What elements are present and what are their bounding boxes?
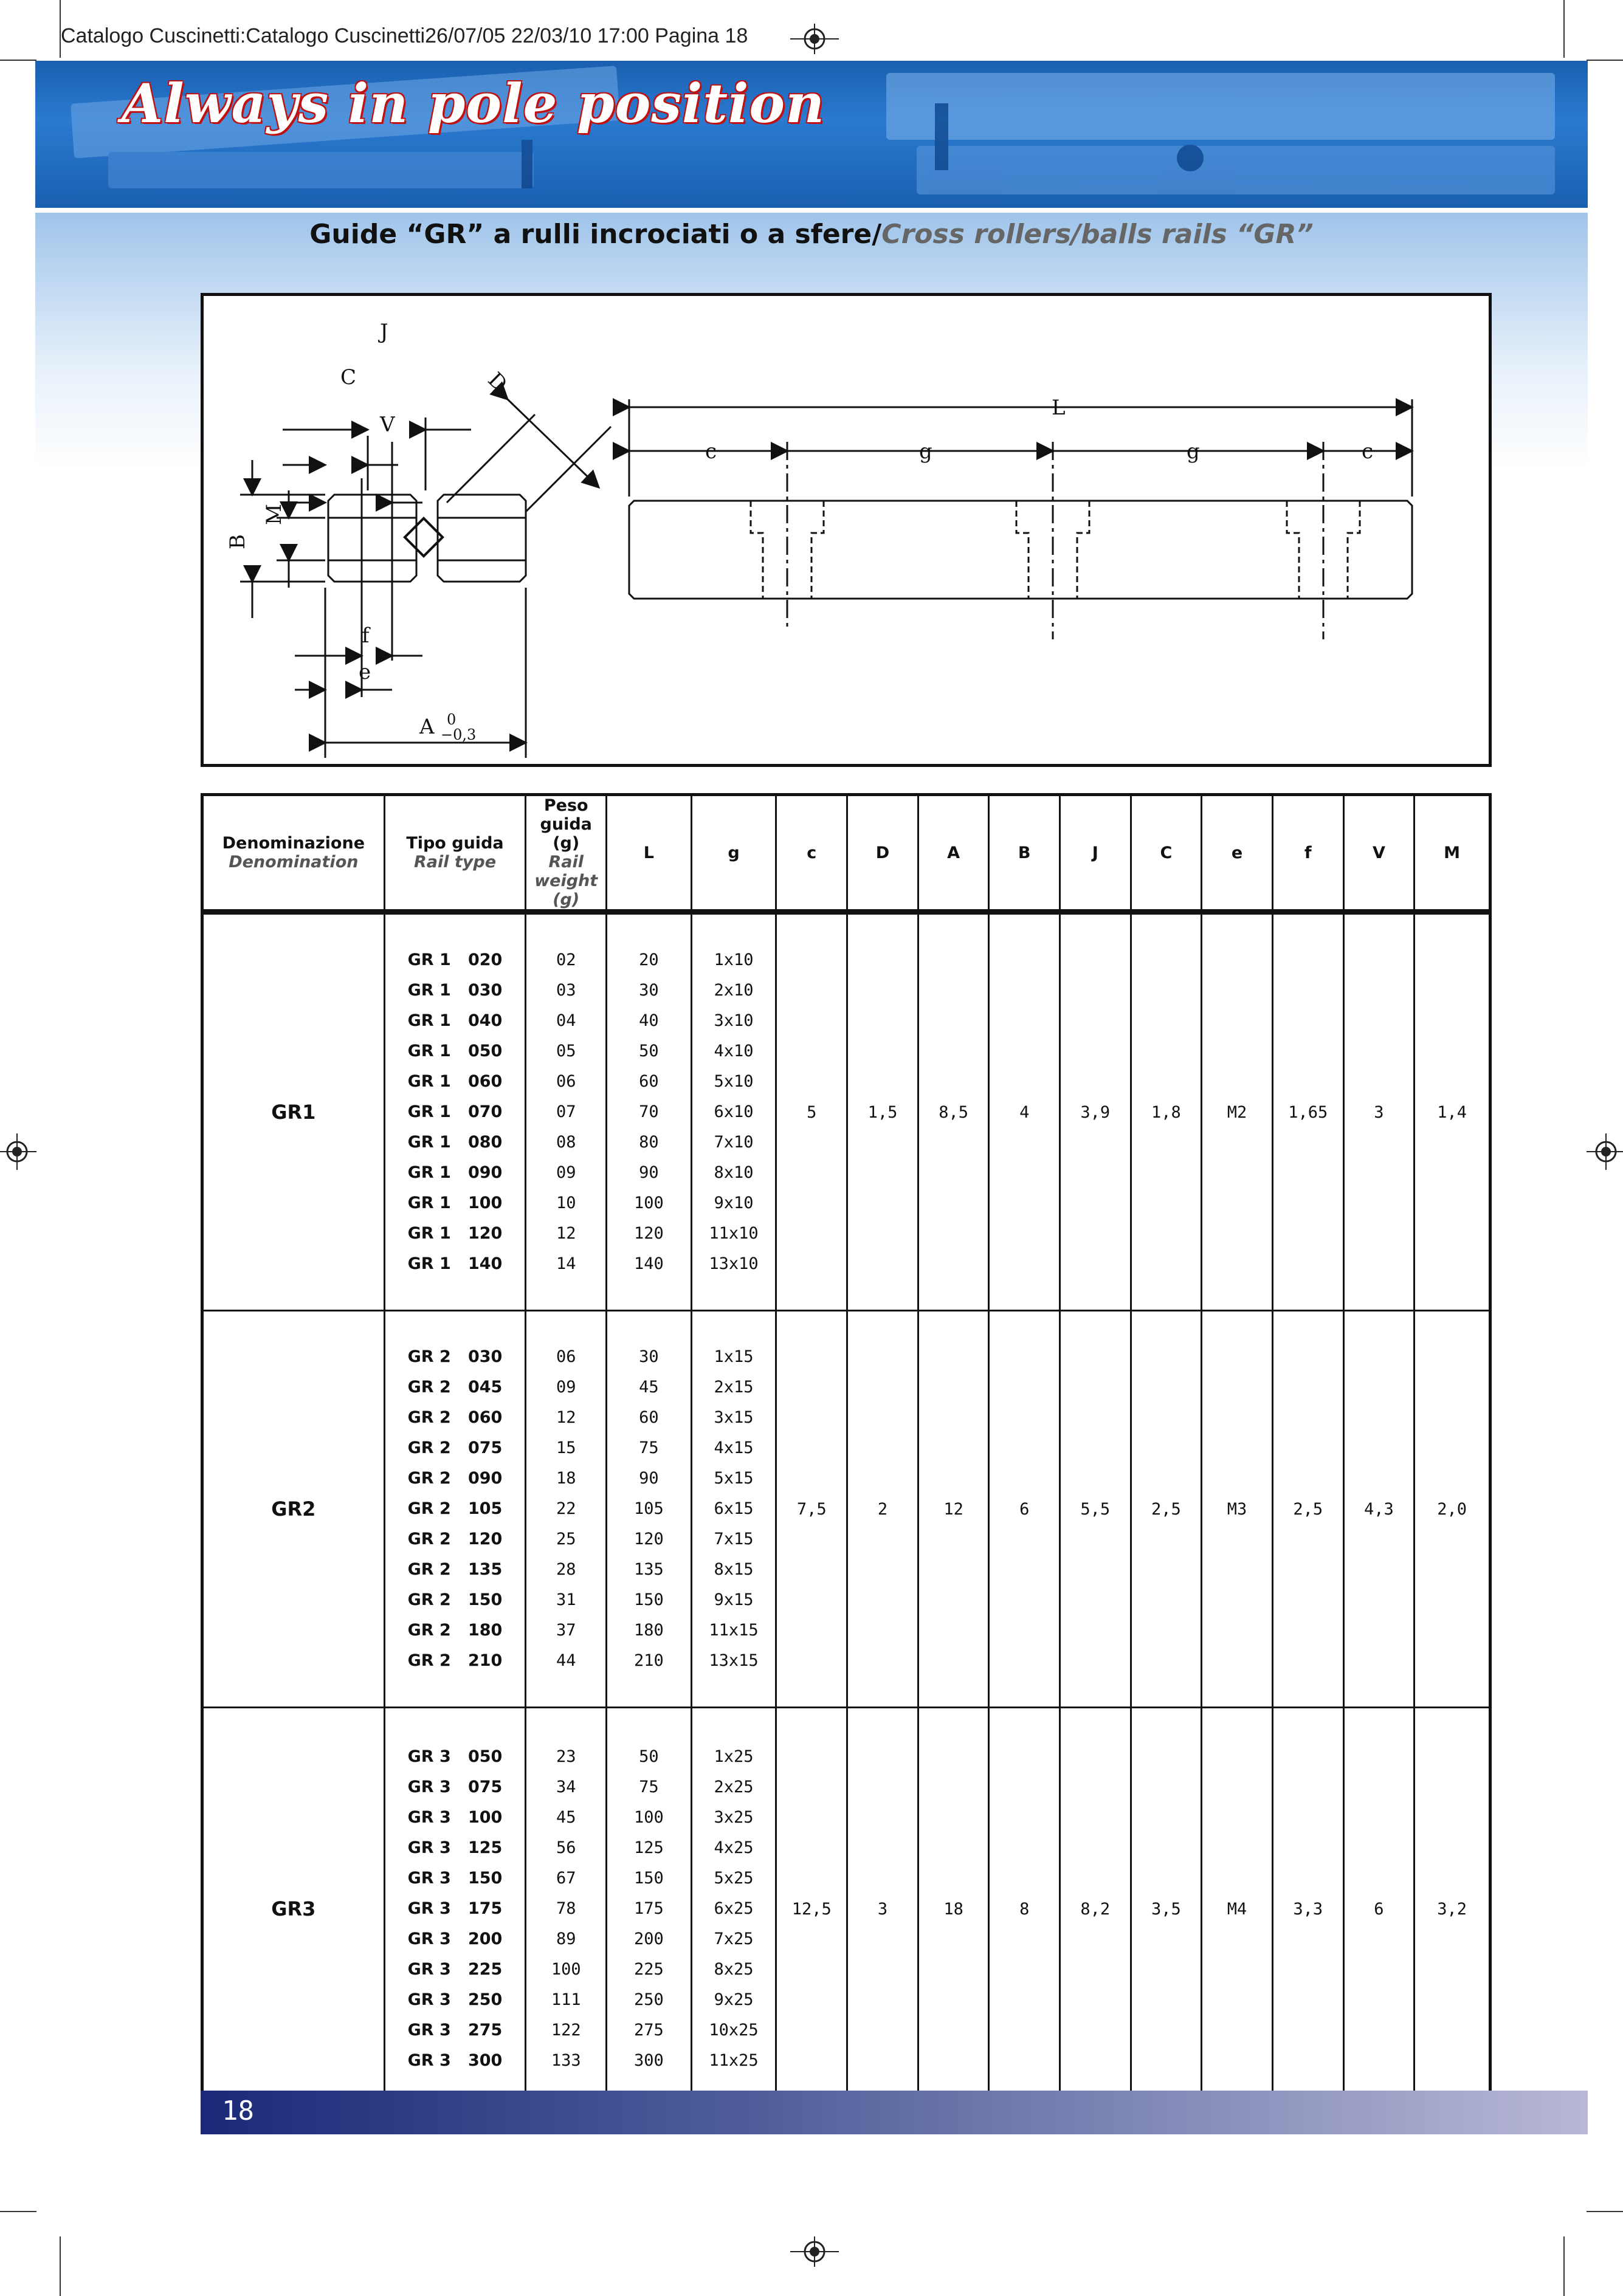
rail-weight-cell: 23 bbox=[556, 1747, 576, 1766]
group-name: GR3 bbox=[202, 1708, 385, 2111]
col-f: f bbox=[1272, 795, 1343, 912]
tol-upper: 0 bbox=[447, 711, 457, 728]
crop-mark bbox=[1563, 2236, 1565, 2296]
pitch-cell: 2x10 bbox=[714, 981, 754, 1000]
pitch-cell: 3x15 bbox=[714, 1408, 754, 1427]
col-rail-type: Tipo guida Rail type bbox=[384, 795, 526, 912]
dim-label-V: V bbox=[380, 413, 395, 437]
pitch-cell: 8x10 bbox=[714, 1163, 754, 1182]
dim-label-e: e bbox=[359, 660, 371, 684]
crop-mark bbox=[1563, 0, 1565, 58]
pitch-list bbox=[691, 1311, 776, 1708]
length-cell: 150 bbox=[634, 1590, 664, 1609]
table-group-row bbox=[202, 1311, 1490, 1708]
value-J: 8,2 bbox=[1060, 1708, 1131, 2111]
value-D: 1,5 bbox=[847, 912, 918, 1311]
rail-weight-cell: 28 bbox=[556, 1560, 576, 1579]
footer-bar bbox=[201, 2091, 1588, 2134]
crop-mark bbox=[60, 2236, 61, 2296]
pitch-cell: 6x10 bbox=[714, 1102, 754, 1121]
group-name: GR1 bbox=[202, 912, 385, 1311]
crop-mark bbox=[0, 2211, 36, 2212]
rail-type-cell: GR 2 135 bbox=[407, 1560, 503, 1579]
rail-weight-cell: 122 bbox=[551, 2021, 581, 2040]
length-list bbox=[607, 912, 692, 1311]
value-J: 3,9 bbox=[1060, 912, 1131, 1311]
pitch-cell: 3x25 bbox=[714, 1808, 754, 1827]
rail-weight-cell: 89 bbox=[556, 1930, 576, 1948]
rail-type-cell: GR 1 030 bbox=[407, 981, 503, 1000]
pitch-cell: 9x25 bbox=[714, 1990, 754, 2009]
heading-italian: Guide “GR” a rulli incrociati o a sfere/ bbox=[309, 219, 882, 250]
rail-type-cell: GR 3 100 bbox=[407, 1808, 503, 1827]
rail-weight-cell: 06 bbox=[556, 1072, 576, 1091]
pitch-cell: 1x15 bbox=[714, 1347, 754, 1366]
rail-weight-cell: 05 bbox=[556, 1042, 576, 1060]
rail-type-cell: GR 2 090 bbox=[407, 1469, 503, 1488]
pitch-cell: 8x15 bbox=[714, 1560, 754, 1579]
dim-label-g-2: g bbox=[1187, 439, 1200, 464]
rail-weight-cell: 08 bbox=[556, 1133, 576, 1152]
rail-weight-cell: 15 bbox=[556, 1438, 576, 1457]
dim-label-A: A bbox=[419, 715, 435, 739]
col-J: J bbox=[1060, 795, 1131, 912]
length-list bbox=[607, 1708, 692, 2111]
rail-weight-cell: 12 bbox=[556, 1408, 576, 1427]
table-group-row bbox=[202, 1708, 1490, 2111]
specification-table bbox=[201, 793, 1492, 2112]
length-cell: 20 bbox=[639, 950, 659, 969]
rail-weight-cell: 06 bbox=[556, 1347, 576, 1366]
length-cell: 135 bbox=[634, 1560, 664, 1579]
value-M: 2,0 bbox=[1415, 1311, 1490, 1708]
rail-type-list bbox=[384, 1708, 526, 2111]
pitch-cell: 1x25 bbox=[714, 1747, 754, 1766]
rail-type-cell: GR 2 150 bbox=[407, 1590, 503, 1609]
dim-label-c-left: c bbox=[705, 439, 717, 464]
rail-weight-cell: 31 bbox=[556, 1590, 576, 1609]
length-cell: 80 bbox=[639, 1133, 659, 1152]
length-cell: 120 bbox=[634, 1530, 664, 1548]
pitch-cell: 13x15 bbox=[709, 1651, 759, 1670]
pitch-cell: 11x10 bbox=[709, 1224, 759, 1243]
rail-weight-cell: 111 bbox=[551, 1990, 581, 2009]
technical-drawing bbox=[201, 293, 1492, 767]
registration-mark-left bbox=[0, 1127, 36, 1176]
value-V: 3 bbox=[1343, 912, 1415, 1311]
rail-weight-cell: 03 bbox=[556, 981, 576, 1000]
length-cell: 60 bbox=[639, 1072, 659, 1091]
length-cell: 100 bbox=[634, 1808, 664, 1827]
rail-type-cell: GR 1 050 bbox=[407, 1042, 503, 1060]
rail-type-cell: GR 1 120 bbox=[407, 1224, 503, 1243]
rail-type-cell: GR 1 090 bbox=[407, 1163, 503, 1182]
rail-type-cell: GR 3 150 bbox=[407, 1869, 503, 1888]
rail-type-cell: GR 2 030 bbox=[407, 1347, 503, 1366]
dim-label-D: D bbox=[483, 368, 512, 397]
pitch-cell: 13x10 bbox=[709, 1254, 759, 1273]
pitch-cell: 5x10 bbox=[714, 1072, 754, 1091]
value-e: M2 bbox=[1202, 912, 1273, 1311]
dim-label-C: C bbox=[340, 365, 357, 390]
value-A: 18 bbox=[918, 1708, 989, 2111]
rail-type-cell: GR 3 125 bbox=[407, 1838, 503, 1857]
length-cell: 225 bbox=[634, 1960, 664, 1979]
rail-weight-cell: 34 bbox=[556, 1778, 576, 1796]
rail-weight-cell: 02 bbox=[556, 950, 576, 969]
length-cell: 140 bbox=[634, 1254, 664, 1273]
length-cell: 50 bbox=[639, 1747, 659, 1766]
rail-weight-cell: 12 bbox=[556, 1224, 576, 1243]
length-cell: 50 bbox=[639, 1042, 659, 1060]
rail-type-cell: GR 3 225 bbox=[407, 1960, 503, 1979]
rail-type-cell: GR 1 140 bbox=[407, 1254, 503, 1273]
length-cell: 40 bbox=[639, 1011, 659, 1030]
pitch-cell: 3x10 bbox=[714, 1011, 754, 1030]
value-C: 2,5 bbox=[1131, 1311, 1202, 1708]
value-c: 12,5 bbox=[776, 1708, 847, 2111]
rail-weight-cell: 37 bbox=[556, 1621, 576, 1640]
rail-weight-cell: 56 bbox=[556, 1838, 576, 1857]
crop-mark bbox=[1587, 2211, 1623, 2212]
registration-mark-top bbox=[790, 21, 839, 57]
pitch-cell: 4x10 bbox=[714, 1042, 754, 1060]
dim-label-g-1: g bbox=[919, 439, 932, 464]
col-rail-weight: Peso guida (g) Rail weight (g) bbox=[526, 795, 607, 912]
rail-type-list bbox=[384, 912, 526, 1311]
rail-type-cell: GR 2 060 bbox=[407, 1408, 503, 1427]
rail-weight-cell: 78 bbox=[556, 1899, 576, 1918]
cross-section-view bbox=[240, 399, 611, 758]
value-V: 4,3 bbox=[1343, 1311, 1415, 1708]
value-c: 5 bbox=[776, 912, 847, 1311]
value-f: 3,3 bbox=[1272, 1708, 1343, 2111]
pitch-cell: 8x25 bbox=[714, 1960, 754, 1979]
value-A: 8,5 bbox=[918, 912, 989, 1311]
rail-type-cell: GR 2 075 bbox=[407, 1438, 503, 1457]
value-A: 12 bbox=[918, 1311, 989, 1708]
crop-mark bbox=[60, 0, 61, 58]
rail-weight-cell: 22 bbox=[556, 1499, 576, 1518]
pitch-cell: 7x25 bbox=[714, 1930, 754, 1948]
length-cell: 60 bbox=[639, 1408, 659, 1427]
length-cell: 100 bbox=[634, 1194, 664, 1212]
pitch-cell: 7x15 bbox=[714, 1530, 754, 1548]
table-body bbox=[202, 912, 1490, 2111]
length-cell: 90 bbox=[639, 1469, 659, 1488]
rail-weight-cell: 133 bbox=[551, 2051, 581, 2070]
col-V: V bbox=[1343, 795, 1415, 912]
col-denomination: Denominazione Denomination bbox=[202, 795, 385, 912]
length-cell: 200 bbox=[634, 1930, 664, 1948]
print-slug: Catalogo Cuscinetti:Catalogo Cuscinetti26/07/05 22/03/10 17:00 Pagina 18 bbox=[61, 24, 748, 47]
rail-weight-cell: 09 bbox=[556, 1163, 576, 1182]
page-number: 18 bbox=[222, 2095, 254, 2126]
pitch-cell: 5x15 bbox=[714, 1469, 754, 1488]
registration-mark-right bbox=[1587, 1127, 1623, 1176]
length-cell: 250 bbox=[634, 1990, 664, 2009]
rail-weight-list bbox=[526, 912, 607, 1311]
rail-type-cell: GR 3 075 bbox=[407, 1778, 503, 1796]
rail-drawing-svg bbox=[204, 296, 1489, 764]
rail-type-cell: GR 1 080 bbox=[407, 1133, 503, 1152]
pitch-cell: 2x15 bbox=[714, 1378, 754, 1397]
col-M: M bbox=[1415, 795, 1490, 912]
pitch-cell: 4x25 bbox=[714, 1838, 754, 1857]
rail-weight-cell: 67 bbox=[556, 1869, 576, 1888]
col-A: A bbox=[918, 795, 989, 912]
rail-type-cell: GR 1 020 bbox=[407, 950, 503, 969]
pitch-list bbox=[691, 912, 776, 1311]
value-J: 5,5 bbox=[1060, 1311, 1131, 1708]
table-group-row bbox=[202, 912, 1490, 1311]
crop-mark bbox=[1587, 60, 1623, 61]
length-cell: 120 bbox=[634, 1224, 664, 1243]
length-cell: 75 bbox=[639, 1438, 659, 1457]
rail-weight-cell: 25 bbox=[556, 1530, 576, 1548]
value-D: 3 bbox=[847, 1708, 918, 2111]
rail-weight-cell: 18 bbox=[556, 1469, 576, 1488]
rail-type-cell: GR 3 250 bbox=[407, 1990, 503, 2009]
rail-type-cell: GR 3 175 bbox=[407, 1899, 503, 1918]
value-M: 1,4 bbox=[1415, 912, 1490, 1311]
dim-label-c-right: c bbox=[1362, 439, 1374, 464]
col-g: g bbox=[691, 795, 776, 912]
pitch-cell: 6x25 bbox=[714, 1899, 754, 1918]
pitch-cell: 9x10 bbox=[714, 1194, 754, 1212]
dim-label-L: L bbox=[1052, 396, 1066, 420]
length-cell: 30 bbox=[639, 981, 659, 1000]
dim-label-B: B bbox=[226, 534, 250, 549]
length-cell: 125 bbox=[634, 1838, 664, 1857]
col-L: L bbox=[607, 795, 692, 912]
length-cell: 90 bbox=[639, 1163, 659, 1182]
rail-type-cell: GR 2 045 bbox=[407, 1378, 503, 1397]
value-B: 6 bbox=[989, 1311, 1060, 1708]
pitch-cell: 9x15 bbox=[714, 1590, 754, 1609]
length-cell: 210 bbox=[634, 1651, 664, 1670]
registration-mark-bottom bbox=[790, 2233, 839, 2270]
length-cell: 70 bbox=[639, 1102, 659, 1121]
value-B: 8 bbox=[989, 1708, 1060, 2111]
dim-label-f: f bbox=[362, 624, 370, 648]
rail-weight-cell: 45 bbox=[556, 1808, 576, 1827]
tol-lower: −0,3 bbox=[441, 726, 477, 743]
heading-english: Cross rollers/balls rails “GR” bbox=[881, 219, 1314, 250]
value-B: 4 bbox=[989, 912, 1060, 1311]
value-M: 3,2 bbox=[1415, 1708, 1490, 2111]
col-e: e bbox=[1202, 795, 1273, 912]
length-cell: 175 bbox=[634, 1899, 664, 1918]
rail-type-cell: GR 2 180 bbox=[407, 1621, 503, 1640]
value-f: 2,5 bbox=[1272, 1311, 1343, 1708]
length-list bbox=[607, 1311, 692, 1708]
rail-type-cell: GR 2 210 bbox=[407, 1651, 503, 1670]
rail-type-cell: GR 2 105 bbox=[407, 1499, 503, 1518]
col-B: B bbox=[989, 795, 1060, 912]
value-V: 6 bbox=[1343, 1708, 1415, 2111]
rail-type-cell: GR 1 070 bbox=[407, 1102, 503, 1121]
side-view bbox=[629, 399, 1412, 639]
value-C: 3,5 bbox=[1131, 1708, 1202, 2111]
pitch-cell: 11x15 bbox=[709, 1621, 759, 1640]
rail-weight-cell: 10 bbox=[556, 1194, 576, 1212]
length-cell: 45 bbox=[639, 1378, 659, 1397]
col-C: C bbox=[1131, 795, 1202, 912]
value-e: M3 bbox=[1202, 1311, 1273, 1708]
rail-weight-cell: 100 bbox=[551, 1960, 581, 1979]
banner-slogan: Always in pole position bbox=[122, 72, 825, 135]
length-cell: 105 bbox=[634, 1499, 664, 1518]
length-cell: 300 bbox=[634, 2051, 664, 2070]
value-C: 1,8 bbox=[1131, 912, 1202, 1311]
rail-weight-cell: 09 bbox=[556, 1378, 576, 1397]
pitch-cell: 6x15 bbox=[714, 1499, 754, 1518]
length-cell: 180 bbox=[634, 1621, 664, 1640]
value-c: 7,5 bbox=[776, 1311, 847, 1708]
rail-weight-cell: 07 bbox=[556, 1102, 576, 1121]
pitch-cell: 4x15 bbox=[714, 1438, 754, 1457]
length-cell: 275 bbox=[634, 2021, 664, 2040]
pitch-cell: 11x25 bbox=[709, 2051, 759, 2070]
pitch-cell: 1x10 bbox=[714, 950, 754, 969]
rail-type-cell: GR 3 275 bbox=[407, 2021, 503, 2040]
rail-weight-cell: 14 bbox=[556, 1254, 576, 1273]
pitch-list bbox=[691, 1708, 776, 2111]
length-cell: 150 bbox=[634, 1869, 664, 1888]
rail-type-cell: GR 3 300 bbox=[407, 2051, 503, 2070]
group-name: GR2 bbox=[202, 1311, 385, 1708]
table-header-row bbox=[202, 795, 1490, 912]
col-c: c bbox=[776, 795, 847, 912]
rail-type-cell: GR 3 050 bbox=[407, 1747, 503, 1766]
crop-mark bbox=[0, 60, 36, 61]
rail-weight-list bbox=[526, 1708, 607, 2111]
dim-label-J: J bbox=[380, 320, 388, 344]
rail-type-cell: GR 1 100 bbox=[407, 1194, 503, 1212]
rail-type-cell: GR 1 060 bbox=[407, 1072, 503, 1091]
pitch-cell: 10x25 bbox=[709, 2021, 759, 2040]
rail-weight-list bbox=[526, 1311, 607, 1708]
length-cell: 75 bbox=[639, 1778, 659, 1796]
rail-type-cell: GR 2 120 bbox=[407, 1530, 503, 1548]
value-e: M4 bbox=[1202, 1708, 1273, 2111]
value-D: 2 bbox=[847, 1311, 918, 1708]
pitch-cell: 2x25 bbox=[714, 1778, 754, 1796]
pitch-cell: 5x25 bbox=[714, 1869, 754, 1888]
value-f: 1,65 bbox=[1272, 912, 1343, 1311]
rail-type-cell: GR 3 200 bbox=[407, 1930, 503, 1948]
page-heading bbox=[35, 219, 1588, 250]
rail-type-cell: GR 1 040 bbox=[407, 1011, 503, 1030]
pitch-cell: 7x10 bbox=[714, 1133, 754, 1152]
length-cell: 30 bbox=[639, 1347, 659, 1366]
col-D: D bbox=[847, 795, 918, 912]
rail-weight-cell: 44 bbox=[556, 1651, 576, 1670]
rail-weight-cell: 04 bbox=[556, 1011, 576, 1030]
dim-label-M: M bbox=[262, 504, 286, 525]
rail-type-list bbox=[384, 1311, 526, 1708]
